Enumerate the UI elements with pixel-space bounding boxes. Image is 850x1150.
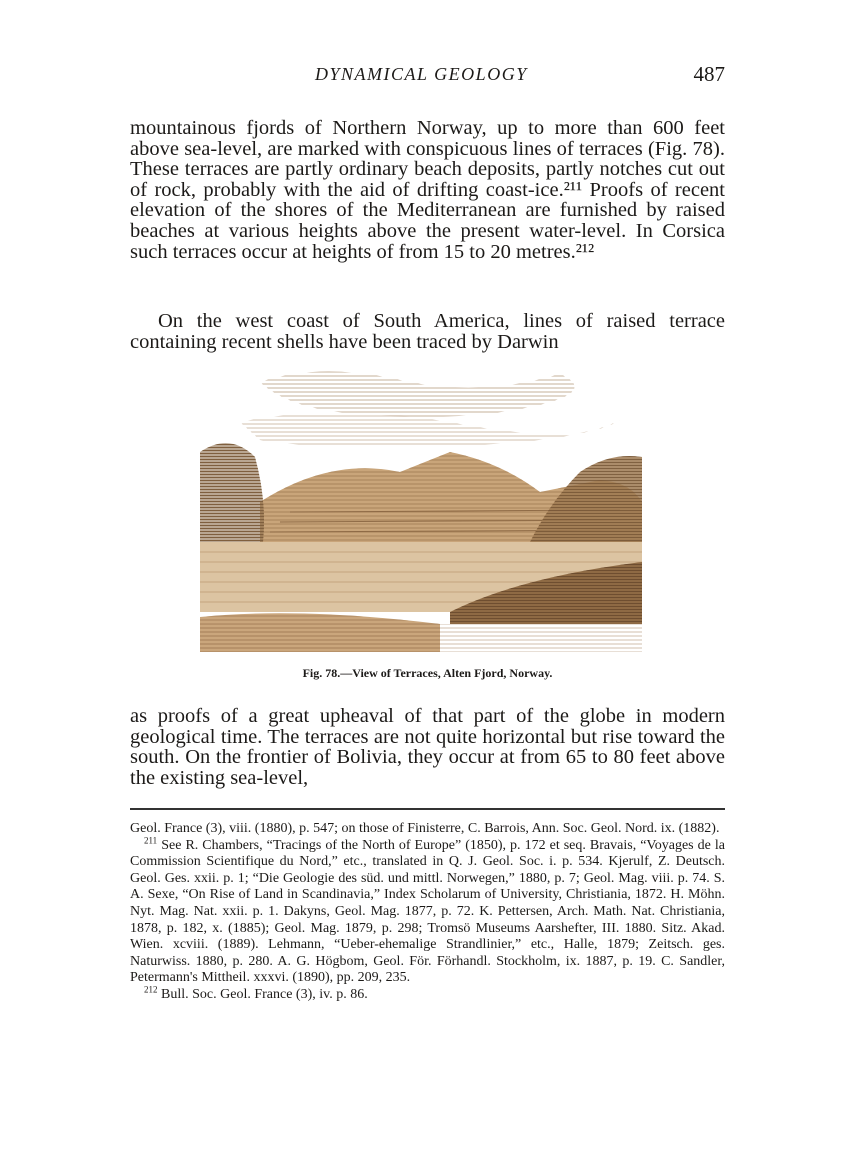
- footnotes: [130, 821, 725, 1004]
- footnote-211-mark: 211: [144, 834, 158, 845]
- footnote-divider: [130, 808, 725, 810]
- footnote-continued: Geol. France (3), viii. (1880), p. 547; on those of Finisterre, C. Barrois, Ann. Soc. Geol. Nord. ix. (1882).: [130, 821, 720, 836]
- figure-caption: Fig. 78.—View of Terraces, Alten Fjord, Norway.: [302, 666, 553, 680]
- footnote-212-text: Bull. Soc. Geol. France (3), iv. p. 86.: [157, 986, 368, 1002]
- page-header: [130, 62, 725, 90]
- body-paragraph-1: mountainous fjords of Northern Norway, up to more than 600 feet above sea-level, are marked with conspicuous lines of terraces (Fig. 78). These terraces are partly ordinary beach deposits, partly notches cut out of rock, probably with the aid of drifting coast-ice.²¹¹ Proofs of recent elevation of the shores of the Mediterranean are furnished by raised beaches at various heights above the present water-level. In Corsica such terraces occur at heights of from 15 to 20 metres.²¹²: [130, 117, 725, 263]
- page-number: 487: [693, 62, 725, 86]
- footnote-212: [130, 984, 725, 1004]
- fjord-engraving-image: [200, 362, 642, 658]
- body-paragraph-3: as proofs of a great upheaval of that part of the globe in modern geological time. The terraces are not quite horizontal but rise toward the south. On the frontier of Bolivia, they occur at from 65 to 80 feet above the existing sea-level,: [130, 705, 725, 789]
- footnote-212-mark: 212: [144, 984, 158, 995]
- running-head: DYNAMICAL GEOLOGY: [315, 64, 528, 84]
- footnote-211: [130, 834, 725, 987]
- body-paragraph-2: On the west coast of South America, lines of raised terrace containing recent shells have been traced by Darwin: [130, 310, 725, 353]
- footnote-211-text: See R. Chambers, “Tracings of the North of Europe” (1850), p. 172 et seq. Bravais, “Voyages de la Commission Scientifique du Nord,” etc., translated in Q. J. Geol. Soc. i. p. 534. Kjerulf, Z. Deutsch. Geol. Ges. xxii. p. 1; “Die Geologie des süd. und mittl. Norwegen,” 1880, p. 7; Geol. Mag. viii. p. 74. S. A. Sexe, “On Rise of Land in Scandinavia,” Index Scholarum of University, Christiania, 1872. H. Möhn. Nyt. Mag. Nat. xxii. p. 1. Dakyns, Geol. Mag. 1877, p. 72. K. Pettersen, Arch. Math. Nat. Christiania, 1878, p. 182, x. (1885); Geol. Mag. 1879, p. 298; Tromsö Museums Aarshefter, III. 1880. Sitz. Akad. Wien. xcviii. (1889). Lehmann, “Ueber-ehemalige Strandlinier,” etc., Halle, 1879; Zeitsch. ges. Naturwiss. 1880, p. 280. A. G. Högbom, Geol. För. Förhandl. Stockholm, ix. 1887, p. 19. C. Sandler, Petermann's Mittheil. xxxvi. (1890), pp. 209, 235.: [130, 837, 725, 986]
- figure-engraving: [200, 362, 642, 658]
- sky-clouds: [240, 371, 620, 447]
